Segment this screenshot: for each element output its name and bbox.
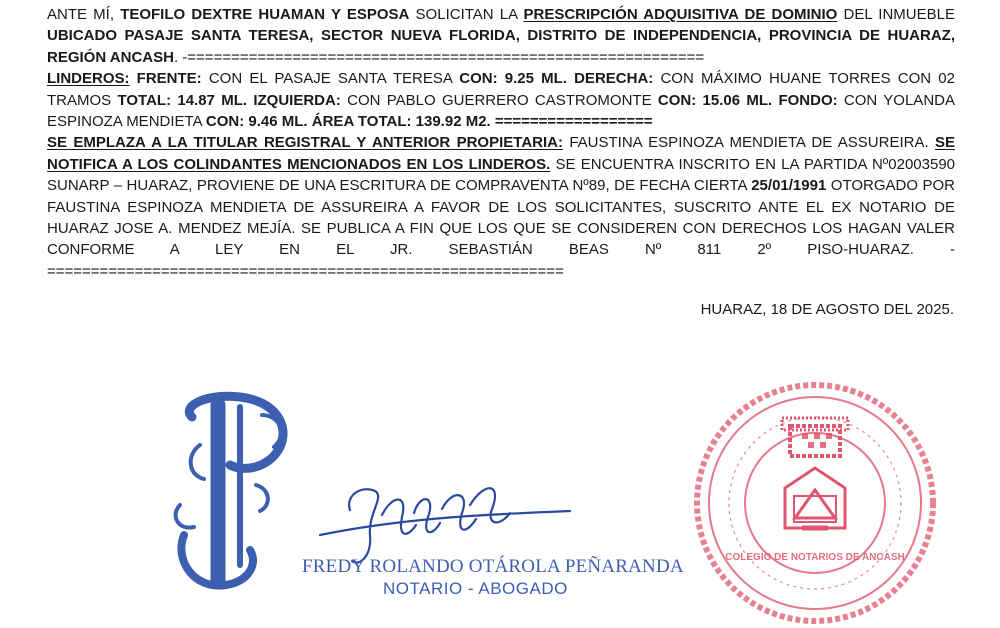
total-area: CON: 9.46 ML. ÁREA TOTAL: 139.92 M2. ================== — [205, 113, 653, 131]
text-run: CON MÁXIMO HUANE TORRES CON 02 TRAMOS — [47, 70, 955, 109]
text-run: CON YOLANDA ESPINOZA MENDIETA — [47, 91, 955, 131]
handwritten-signature — [320, 488, 570, 562]
notice-paragraph-boundaries — [47, 68, 955, 132]
notice-paragraph-summons — [47, 132, 955, 282]
notice-body — [47, 4, 955, 282]
text-run: OTORGADO POR FAUSTINA ESPINOZA MENDIETA DE ASSUREIRA A FAVOR DE LOS SOLICITANTES, SUSCRITO ANTE EL EX NOTARIO DE HUARAZ JOSE A. MENDEZ MEJÍA. SE PUBLICA A FIN QUE LOS QUE SE CONSIDEREN CON DERECHOS LOS HAGAN VALER CONFORME A LEY EN EL JR. SEBASTIÁN BEAS Nº 811 2º PISO-HUARAZ. -=========================================================== — [47, 177, 956, 280]
notification-heading: SE NOTIFICA A LOS COLINDANTES MENCIONADOS EN LOS LINDEROS. — [47, 134, 955, 173]
text-run: TOTAL: 14.87 ML. IZQUIERDA: — [117, 91, 341, 109]
property-location: UBICADO PASAJE SANTA TERESA, SECTOR NUEVA FLORIDA, DISTRITO DE INDEPENDENCIA, PROVINCIA DE HUARAZ, REGIÓN ANCASH — [47, 27, 955, 66]
text-run: SOLICITAN LA — [409, 6, 524, 23]
place-date-line: HUARAZ, 18 DE AGOSTO DEL 2025. — [700, 301, 954, 318]
text-run: DEL INMUEBLE — [837, 6, 955, 23]
notary-seal-stamp — [690, 378, 940, 628]
notary-name: FREDY ROLANDO OTÁROLA PEÑARANDA — [302, 556, 684, 577]
text-run: SE ENCUENTRA INSCRITO EN LA PARTIDA Nº02003590 SUNARP – HUARAZ, PROVIENE DE UNA ESCRITURA DE COMPRAVENTA Nº89, DE FECHA CIERTA — [47, 155, 956, 195]
text-run: . -=========================================================== — [173, 48, 705, 66]
text-run: FRENTE: — [129, 70, 202, 88]
applicant-names: TEOFILO DEXTRE HUAMAN Y ESPOSA — [120, 6, 410, 23]
boundaries-heading: LINDEROS: — [47, 70, 130, 88]
notice-paragraph-applicants — [47, 4, 955, 68]
text-run: CON PABLO GUERRERO CASTROMONTE — [340, 91, 658, 109]
text-run: CON: 15.06 ML. FONDO: — [657, 91, 838, 109]
procedure-title: PRESCRIPCIÓN ADQUISITIVA DE DOMINIO — [523, 6, 838, 23]
seal-inner-text: COLEGIO DE NOTARIOS DE ANCASH — [725, 552, 905, 563]
summons-heading: SE EMPLAZA A LA TITULAR REGISTRAL Y ANTERIOR PROPIETARIA: — [47, 134, 563, 152]
text-run: CON: 9.25 ML. DERECHA: — [459, 70, 654, 88]
notary-monogram-icon — [176, 396, 283, 585]
text-run: CON EL PASAJE SANTA TERESA — [201, 70, 460, 88]
text-run: FAUSTINA ESPINOZA MENDIETA DE ASSUREIRA. — [562, 134, 935, 152]
deed-date: 25/01/1991 — [751, 177, 827, 195]
text-run: ANTE MÍ, — [47, 6, 121, 23]
notary-title: NOTARIO - ABOGADO — [383, 579, 568, 598]
